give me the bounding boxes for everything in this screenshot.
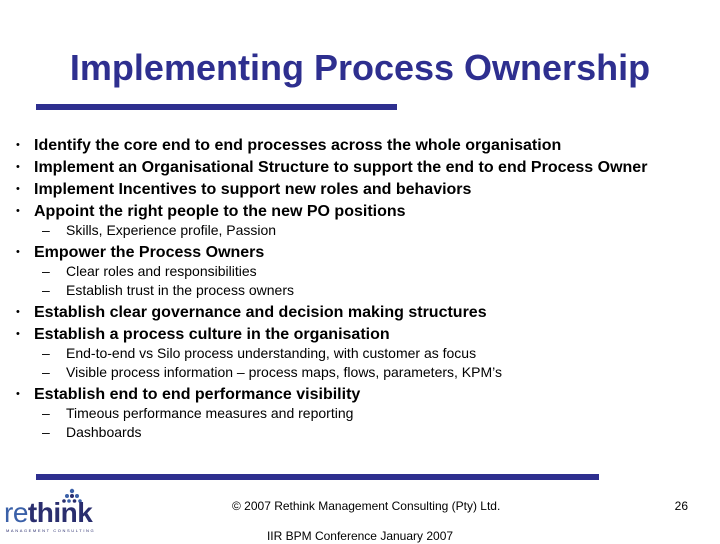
- dash-icon: –: [42, 364, 50, 380]
- bullet-item: [16, 243, 696, 262]
- bullet-text: Identify the core end to end processes across the whole organisation: [34, 137, 562, 154]
- bullet-text: Implement Incentives to support new roles and behaviors: [34, 181, 472, 198]
- sub-bullet-item: [16, 221, 696, 240]
- sub-bullet-item: [16, 262, 696, 281]
- bullet-icon: •: [16, 328, 20, 340]
- bullet-icon: •: [16, 183, 20, 195]
- sub-bullet-item: [16, 281, 696, 300]
- dash-icon: –: [42, 282, 50, 298]
- bullet-text: Implement an Organisational Structure to support the end to end Process Owner: [34, 159, 648, 176]
- sub-bullet-text: End-to-end vs Silo process understanding, with customer as focus: [66, 345, 477, 361]
- dash-icon: –: [42, 405, 50, 421]
- bullet-item: [16, 325, 696, 344]
- bullet-list: [16, 136, 696, 442]
- sub-bullet-item: [16, 404, 696, 423]
- bullet-text: Establish a process culture in the organisation: [34, 326, 390, 343]
- bullet-item: [16, 303, 696, 322]
- copyright-text: © 2007 Rethink Management Consulting (Pty) Ltd.: [232, 499, 501, 513]
- logo-wordmark: [4, 498, 92, 528]
- sub-bullet-text: Visible process information – process maps, flows, parameters, KPM’s: [66, 364, 502, 380]
- footer-rule: [36, 474, 599, 480]
- dash-icon: –: [42, 345, 50, 361]
- dash-icon: –: [42, 263, 50, 279]
- bullet-icon: •: [16, 205, 20, 217]
- logo-tagline: MANAGEMENT CONSULTING: [6, 528, 96, 533]
- bullet-icon: •: [16, 246, 20, 258]
- sub-bullet-item: [16, 423, 696, 442]
- sub-bullet-item: [16, 344, 696, 363]
- logo-word-prefix: re: [4, 497, 28, 528]
- conference-text: IIR BPM Conference January 2007: [266, 529, 454, 543]
- sub-bullet-text: Dashboards: [66, 424, 142, 440]
- bullet-item: [16, 136, 696, 155]
- sub-bullet-text: Skills, Experience profile, Passion: [66, 222, 277, 238]
- bullet-icon: •: [16, 161, 20, 173]
- sub-bullet-text: Timeous performance measures and reporting: [66, 405, 354, 421]
- slide-title: Implementing Process Ownership: [69, 47, 651, 88]
- bullet-icon: •: [16, 306, 20, 318]
- bullet-item: [16, 158, 696, 177]
- title-underline: [36, 104, 397, 110]
- bullet-icon: •: [16, 139, 20, 151]
- dash-icon: –: [42, 222, 50, 238]
- bullet-item: [16, 180, 696, 199]
- logo-word-suffix: think: [27, 497, 93, 528]
- bullet-text: Appoint the right people to the new PO positions: [34, 203, 406, 220]
- dash-icon: –: [42, 424, 50, 440]
- bullet-item: [16, 202, 696, 221]
- bullet-text: Empower the Process Owners: [34, 244, 265, 261]
- sub-bullet-item: [16, 363, 696, 382]
- bullet-item: [16, 385, 696, 404]
- bullet-icon: •: [16, 388, 20, 400]
- page-number: 26: [674, 499, 688, 513]
- sub-bullet-text: Clear roles and responsibilities: [66, 263, 257, 279]
- bullet-text: Establish clear governance and decision making structures: [34, 304, 487, 321]
- bullet-text: Establish end to end performance visibility: [34, 386, 361, 403]
- sub-bullet-text: Establish trust in the process owners: [66, 282, 294, 298]
